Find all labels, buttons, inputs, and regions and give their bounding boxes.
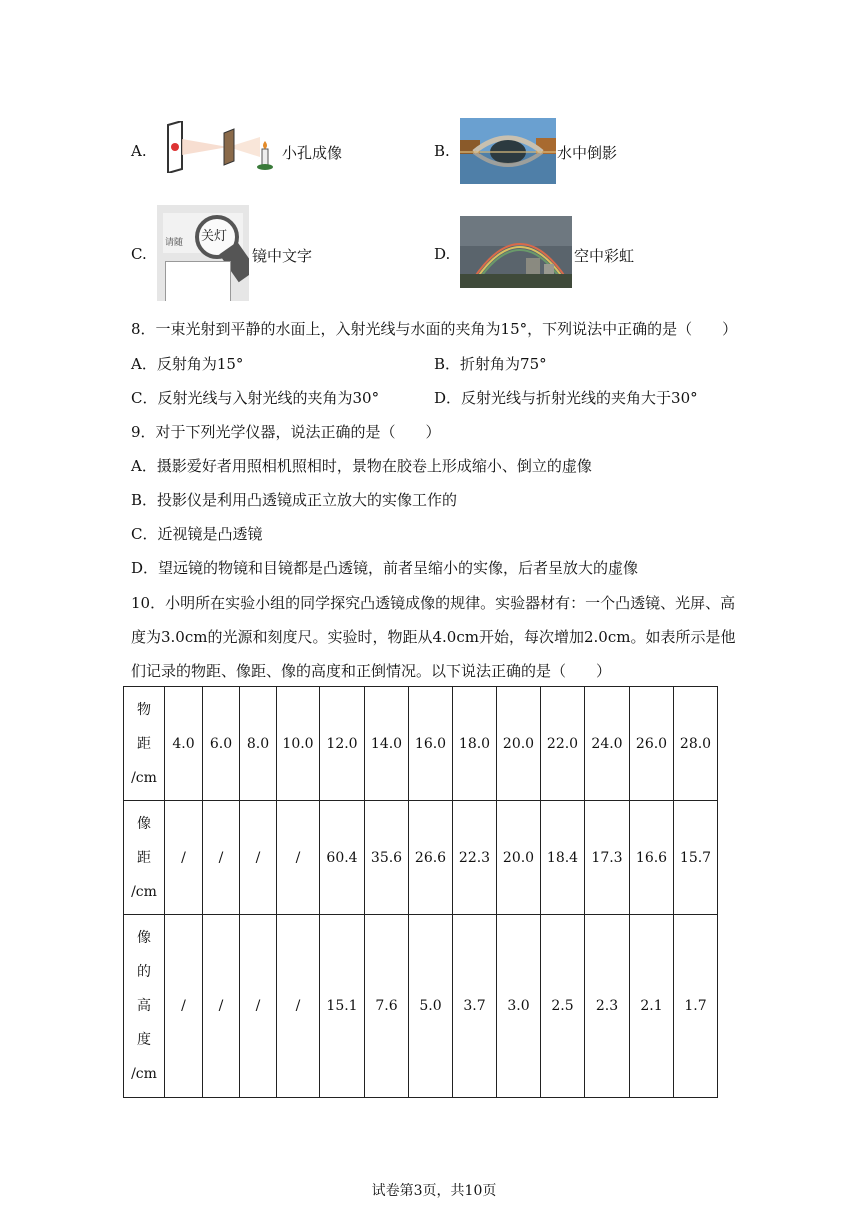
table-cell: 7.6 xyxy=(365,915,409,1098)
table-row xyxy=(124,687,718,801)
table-cell: 24.0 xyxy=(585,687,630,801)
q8-option-d: D．反射光线与折射光线的夹角大于30° xyxy=(434,389,698,407)
q8-stem: 8．一束光射到平静的水面上，入射光线与水面的夹角为15°，下列说法中正确的是（ ） xyxy=(131,320,738,338)
table-cell: 16.0 xyxy=(409,687,453,801)
option-a-caption: 小孔成像 xyxy=(282,144,343,162)
q9-option-c: C．近视镜是凸透镜 xyxy=(131,525,263,543)
table-cell: 20.0 xyxy=(497,687,541,801)
q9-option-b: B．投影仪是利用凸透镜成正立放大的实像工作的 xyxy=(131,491,458,509)
row-header-part: 的 xyxy=(137,964,151,980)
table-cell: 2.1 xyxy=(630,915,674,1098)
rainbow-photo xyxy=(460,216,572,288)
q8-option-c: C．反射光线与入射光线的夹角为30° xyxy=(131,389,380,407)
table-cell: 4.0 xyxy=(165,687,203,801)
row-header-part: /cm xyxy=(131,1066,157,1082)
option-a-letter: A. xyxy=(131,142,147,160)
table-row-header xyxy=(124,687,165,801)
row-header-part: 物 xyxy=(137,701,151,718)
table-cell: 26.6 xyxy=(409,801,453,915)
row-header-part: 高 xyxy=(137,998,151,1014)
table-cell: 16.6 xyxy=(630,801,674,915)
q8-option-b: B．折射角为75° xyxy=(434,355,547,373)
table-cell: 35.6 xyxy=(365,801,409,915)
table-cell: 3.0 xyxy=(497,915,541,1098)
option-b-letter: B. xyxy=(434,142,450,160)
table-cell: 12.0 xyxy=(320,687,365,801)
row-header-part: 距 xyxy=(137,849,151,866)
table-cell: 6.0 xyxy=(203,687,240,801)
table-cell: / xyxy=(277,915,320,1098)
q8-option-a: A．反射角为15° xyxy=(131,355,244,373)
table-cell: 18.0 xyxy=(453,687,497,801)
row-header-part: 距 xyxy=(137,735,151,752)
table-cell: 26.0 xyxy=(630,687,674,801)
bridge-reflection-photo xyxy=(460,118,556,184)
table-row xyxy=(124,801,718,915)
row-header-part: 像 xyxy=(137,815,151,832)
table-row-header xyxy=(124,915,165,1098)
option-d-caption: 空中彩虹 xyxy=(574,247,635,265)
table-cell: / xyxy=(165,915,203,1098)
q9-stem: 9．对于下列光学仪器，说法正确的是（ ） xyxy=(131,423,441,441)
table-cell: 14.0 xyxy=(365,687,409,801)
table-cell: 60.4 xyxy=(320,801,365,915)
table-cell: 20.0 xyxy=(497,801,541,915)
table-cell: / xyxy=(240,915,277,1098)
magnifier-text-photo: 请随 关灯 xyxy=(157,205,249,301)
q10-line-1: 10．小明所在实验小组的同学探究凸透镜成像的规律。实验器材有：一个凸透镜、光屏、高 xyxy=(131,594,736,612)
q9-option-a: A．摄影爱好者用照相机照相时，景物在胶卷上形成缩小、倒立的虚像 xyxy=(131,457,592,475)
table-cell: 17.3 xyxy=(585,801,630,915)
row-header-part: 度 xyxy=(137,1032,151,1048)
table-cell: 18.4 xyxy=(541,801,585,915)
pinhole-camera-image xyxy=(160,121,280,173)
q10-line-2: 度为3.0cm的光源和刻度尺。实验时，物距从4.0cm开始，每次增加2.0cm。如表所示是他 xyxy=(131,628,736,646)
option-d-letter: D. xyxy=(434,245,451,263)
table-cell: 22.0 xyxy=(541,687,585,801)
table-cell: 5.0 xyxy=(409,915,453,1098)
table-cell: / xyxy=(203,801,240,915)
magnifier-label: 关灯 xyxy=(201,229,228,244)
option-c-letter: C. xyxy=(131,245,147,263)
table-cell: 2.3 xyxy=(585,915,630,1098)
table-cell: 2.5 xyxy=(541,915,585,1098)
table-cell: / xyxy=(165,801,203,915)
row-header-part: /cm xyxy=(131,769,157,786)
row-header-part: /cm xyxy=(131,883,157,900)
table-cell: 28.0 xyxy=(674,687,718,801)
page-footer: 试卷第3页，共10页 xyxy=(371,1183,497,1199)
option-c-caption: 镜中文字 xyxy=(252,247,313,265)
row-header-part: 像 xyxy=(137,930,151,946)
table-cell: 15.1 xyxy=(320,915,365,1098)
table-cell: 8.0 xyxy=(240,687,277,801)
table-cell: 1.7 xyxy=(674,915,718,1098)
table-row-header xyxy=(124,801,165,915)
option-b-caption: 水中倒影 xyxy=(557,144,618,162)
table-cell: 10.0 xyxy=(277,687,320,801)
table-cell: / xyxy=(240,801,277,915)
q10-line-3: 们记录的物距、像距、像的高度和正倒情况。以下说法正确的是（ ） xyxy=(131,662,612,680)
table-cell: 15.7 xyxy=(674,801,718,915)
table-cell: 22.3 xyxy=(453,801,497,915)
table-cell: / xyxy=(203,915,240,1098)
table-cell: / xyxy=(277,801,320,915)
lens-data-table xyxy=(123,686,718,1098)
q9-option-d: D．望远镜的物镜和目镜都是凸透镜，前者呈缩小的实像，后者呈放大的虚像 xyxy=(131,559,639,577)
table-cell: 3.7 xyxy=(453,915,497,1098)
table-row xyxy=(124,915,718,1098)
